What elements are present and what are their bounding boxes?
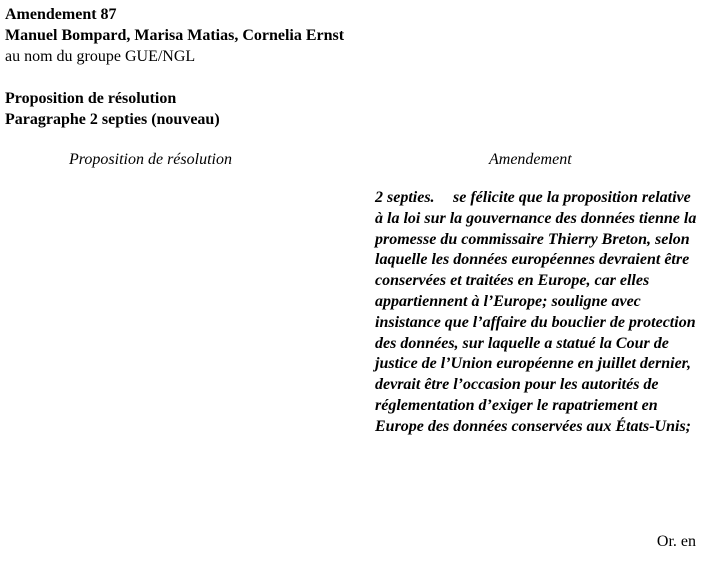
amendment-number: 2 septies. xyxy=(375,189,435,206)
amendment-title: Amendement 87 xyxy=(5,6,117,23)
right-column-heading: Amendement xyxy=(489,151,572,168)
original-language: Or. en xyxy=(656,533,696,550)
paragraph-reference: Paragraphe 2 septies (nouveau) xyxy=(5,111,220,128)
political-group: au nom du groupe GUE/NGL xyxy=(5,48,196,65)
amendment-text: se félicite que la proposition relative à la loi sur la gouvernance des données tienne la promesse du commissaire Thierry Breton, selon laquelle les données européennes devraient être conservées et traitées en Europe, car elles appartiennent à l’Europe; souligne avec insistance que l’affaire du bouclier de protection des données, sur laquelle a statué la Cour de justice de l’Union européenne en juillet dernier, devrait être l’occasion pour les autorités de réglementation d’exiger le rapatriement en Europe des données conservées aux États-Unis; xyxy=(375,189,697,435)
document-type: Proposition de résolution xyxy=(5,90,177,107)
amendment-text-block xyxy=(375,188,700,438)
left-column-heading: Proposition de résolution xyxy=(69,151,232,168)
amendment-authors: Manuel Bompard, Marisa Matias, Cornelia Ernst xyxy=(5,27,345,44)
